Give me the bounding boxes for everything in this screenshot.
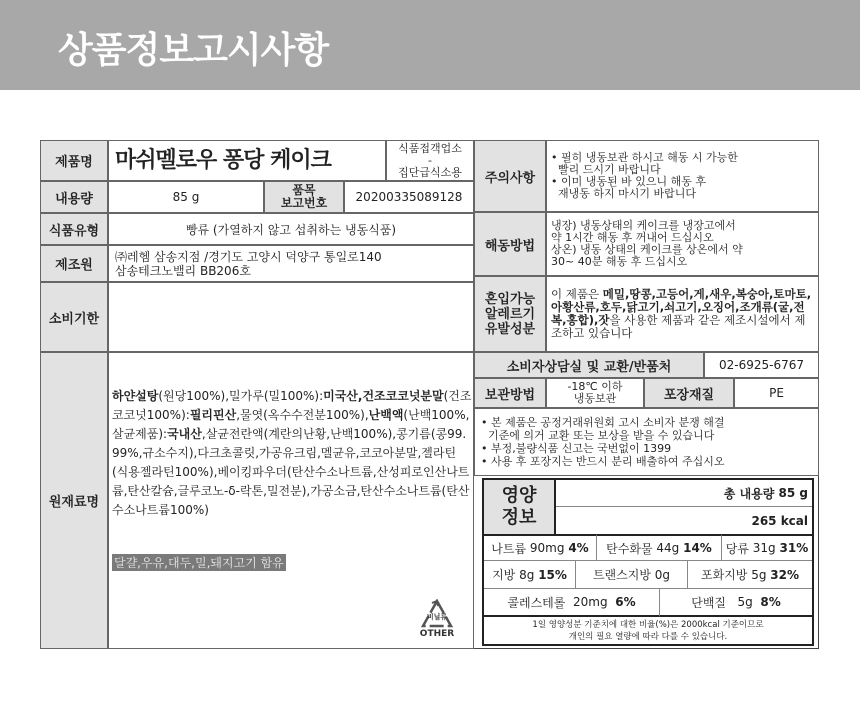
volume-value: 85 g <box>108 181 264 213</box>
nutrient-chol: 콜레스테롤 20mg 6% <box>484 589 660 617</box>
nutrient-carb: 탄수화물 44g 14% <box>596 534 722 561</box>
nutrient-fat: 지방 8g 15% <box>484 561 576 589</box>
recycle-mark <box>412 599 462 647</box>
ingredient-segment: 난백액 <box>368 408 404 422</box>
ingredients-text <box>112 387 472 520</box>
report-no-value: 20200335089128 <box>344 181 474 213</box>
storage-label: 보관방법 <box>474 378 546 408</box>
report-no-label: 품목 보고번호 <box>264 181 344 213</box>
ingredients-panel <box>108 352 474 649</box>
page-title: 상품정보고시사항 <box>58 30 329 71</box>
allergen-segment: 을 사용한 제품과 같은 제조시설에서 제조하고 있습니다 <box>551 313 806 340</box>
nutrient-sugar: 당류 31g 31% <box>722 534 812 561</box>
ingredient-segment: (원당100%),밀가루(밀100%): <box>158 389 324 403</box>
ingredient-segment: (건조코코넛100%): <box>112 389 472 422</box>
package-value: PE <box>734 378 819 408</box>
thaw-text: 냉장) 냉동상태의 케이크를 냉장고에서 약 1시간 해동 후 꺼내어 드십시오 상온) 냉동 상태의 케이크를 상온에서 약 30~ 40분 해동 후 드십시오 <box>546 212 819 276</box>
nutrient-trans: 트랜스지방 0g <box>576 561 688 589</box>
caution-text: • 필히 냉동보관 하시고 해동 시 가능한 빨리 드시기 바랍니다 • 이미 냉동된 바 있으니 해동 후 재냉동 하지 마시기 바랍니다 <box>546 140 819 212</box>
recycle-label: 비닐류 <box>426 613 448 621</box>
ingredient-segment: ,살균전란액(계란의난황,난백100%),콩기름(콩99.99%,규소수지),다크초콜릿,가공유크림,멜균유,코코아분말,젤라틴(식용젤라틴100%),베이킹파우더(탄산수소나트륨,산성피로인산나트륨,탄산칼슘,글루코노-δ-락톤,밀전분),가공소금,탄산수소나트륨(탄산수소나트륨100%) <box>112 427 470 517</box>
consumer-notice: • 본 제품은 공정거래위원회 고시 소비자 분쟁 해결 기준에 의거 교환 또는 보상을 받을 수 있습니다 • 부정,불량식품 신고는 국번없이 1399 • 사용 후 포장지는 반드시 분리 배출하여 주십시오 <box>474 408 819 476</box>
ingredient-segment: 하얀설탕 <box>112 389 159 403</box>
nutrient-sat: 포화지방 5g 32% <box>688 561 812 589</box>
nutrition-total: 총 내용량 85 g <box>556 480 812 507</box>
product-name: 마쉬멜로우 퐁당 케이크 <box>108 140 386 181</box>
package-label: 포장재질 <box>644 378 734 408</box>
header-banner <box>0 0 860 90</box>
allergen-segment: 이 제품은 <box>551 287 603 301</box>
allergen-text <box>546 276 819 352</box>
ingredients-label: 원재료명 <box>40 352 108 649</box>
nutrient-protein: 단백질 5g 8% <box>660 589 812 617</box>
volume-label: 내용량 <box>40 181 108 213</box>
ingredient-segment: 미국산,건조코코넛분말 <box>323 389 444 403</box>
recycle-other: OTHER <box>419 629 455 639</box>
consumer-label: 소비자상담실 및 교환/반품처 <box>474 352 704 378</box>
ingredient-segment: ,물엿(옥수수전분100%), <box>236 408 369 422</box>
allergen-label: 혼입가능 알레르기 유발성분 <box>474 276 546 352</box>
thaw-label: 해동방법 <box>474 212 546 276</box>
maker-label: 제조원 <box>40 245 108 282</box>
consumer-phone: 02-6925-6767 <box>704 352 819 378</box>
allergen-note: 달걀,우유,대두,밀,돼지고기 함유 <box>114 556 284 570</box>
nutrition-panel <box>482 478 814 646</box>
maker-value: ㈜레헴 삼송지점 /경기도 고양시 덕양구 통일로140 삼송테크노밸리 BB206호 <box>108 245 474 282</box>
category-note: 식품접객업소 - 집단급식소용 <box>386 140 474 181</box>
ingredient-segment: 필리핀산 <box>189 408 237 422</box>
ingredient-segment: (난백100%,살균제품): <box>112 408 470 441</box>
expiry-label: 소비기한 <box>40 282 108 352</box>
type-label: 식품유형 <box>40 213 108 245</box>
product-name-label: 제품명 <box>40 140 108 181</box>
storage-value: -18℃ 이하 냉동보관 <box>546 378 644 408</box>
nutrition-kcal: 265 kcal <box>751 513 808 528</box>
caution-label: 주의사항 <box>474 140 546 212</box>
type-value: 빵류 (가열하지 않고 섭취하는 냉동식품) <box>108 213 474 245</box>
nutrition-footnote: 1일 영양성분 기준치에 대한 비율(%)은 2000kcal 기준이므로 개인의 필요 열량에 따라 다를 수 있습니다. <box>532 619 764 642</box>
nutrient-sodium: 나트륨 90mg 4% <box>484 534 596 561</box>
allergen-segment: 메밀,땅콩,고등어,게,새우,복숭아,토마토,아황산류,호두,닭고기,쇠고기,오징어,조개류(굴,전복,홍합),잣 <box>551 287 812 327</box>
nutrition-title: 영양 정보 <box>484 480 556 534</box>
expiry-value <box>108 282 474 352</box>
ingredient-segment: 국내산 <box>167 427 202 441</box>
